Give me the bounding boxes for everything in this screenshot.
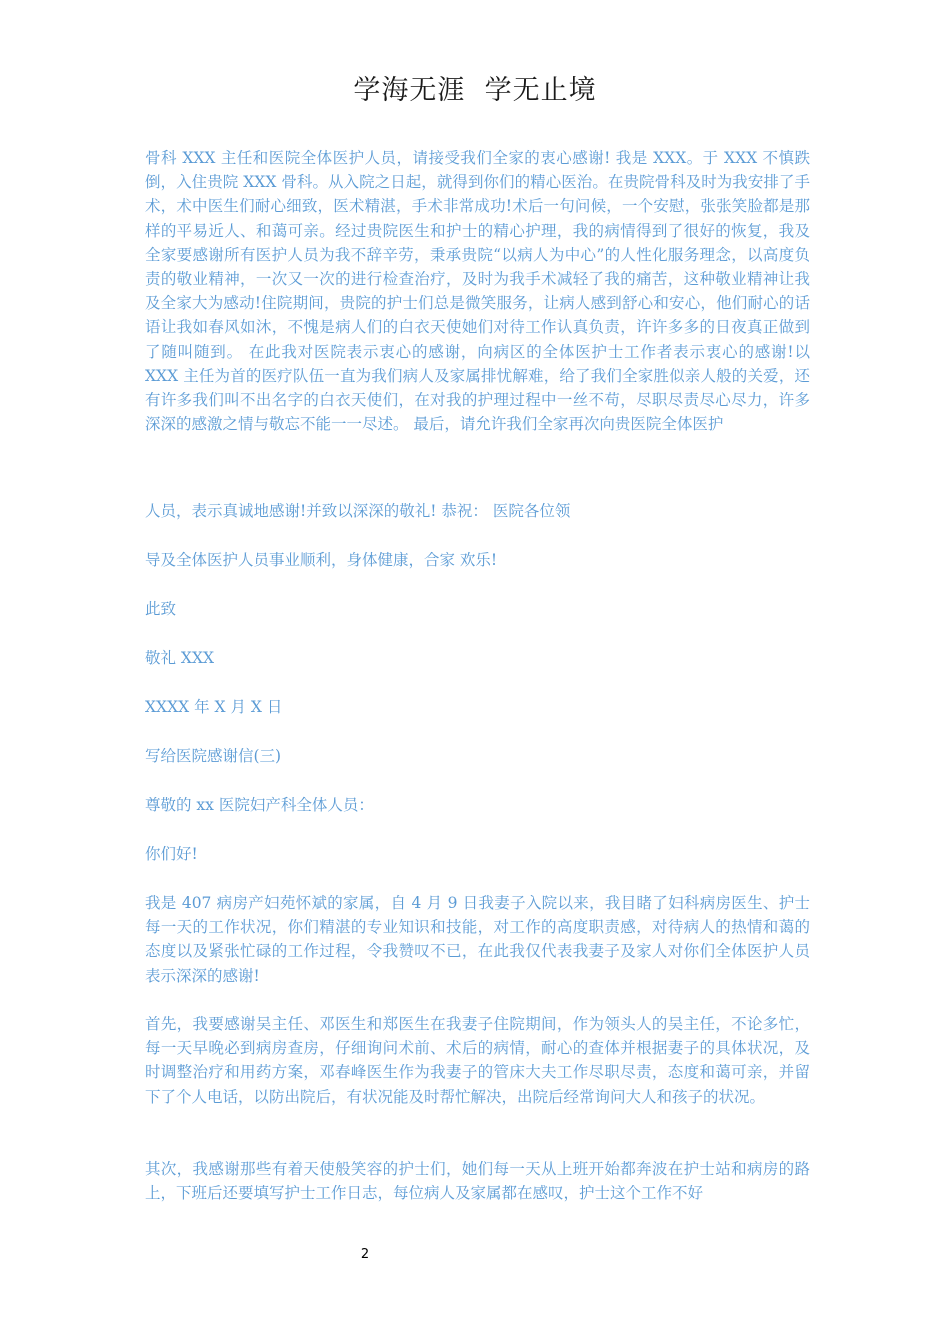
section-title: 写给医院感谢信(三) xyxy=(145,747,282,765)
letter-three-paragraph-2: 首先，我要感谢吴主任、邓医生和郑医生在我妻子住院期间，作为领头人的吴主任，不论多忙，每一天早晚必到病房查房，仔细询问术前、术后的病情，耐心的查体并根据妻子的具体状况，及时调整治疗和用药方案，邓春峰医生作为我妻子的管床大夫工作尽职尽责，态度和蔼可亲，并留下了个人电话，以防出院后，有状况能及时帮忙解决，出院后经常询问大人和孩子的状况。 xyxy=(145,1015,810,1106)
letter-three-paragraph-1: 我是 407 病房产妇苑怀斌的家属，自 4 月 9 日我妻子入院以来，我目睹了妇科病房医生、护士每一天的工作状况，你们精湛的专业知识和技能，对工作的高度职责感，对待病人的热情和蔼的态度以及紧张忙碌的工作过程，令我赞叹不已，在此我仅代表我妻子及家人对你们全体医护人员表示深深的感谢! xyxy=(145,894,810,985)
letter-three-paragraph-3: 其次，我感谢那些有着天使般笑容的护士们，她们每一天从上班开始都奔波在护士站和病房的路上，下班后还要填写护士工作日志，每位病人及家属都在感叹，护士这个工作不好 xyxy=(145,1160,810,1203)
greeting: 你们好! xyxy=(145,845,198,863)
document-body xyxy=(145,146,810,1205)
page-number: 2 xyxy=(360,1247,370,1262)
letter-paragraph-1: 骨科 XXX 主任和医院全体医护人员，请接受我们全家的衷心感谢! 我是 XXX。于 XXX 不慎跌倒，入住贵院 XXX 骨科。从入院之日起，就得到你们的精心医治。在贵院骨科及时为我安排了手术，术中医生们耐心细致，医术精湛，手术非常成功!术后一句问候，一个安慰，张张笑脸都是那样的平易近人、和蔼可亲。经过贵院医生和护士的精心护理，我的病情得到了很好的恢复，我及全家要感谢所有医护人员为我不辞辛劳，秉承贵院“以病人为中心”的人性化服务理念，以高度负责的敬业精神，一次又一次的进行检查治疗，及时为我手术减轻了我的痛苦，这种敬业精神让我及全家大为感动!住院期间，贵院的护士们总是微笑服务，让病人感到舒心和安心，他们耐心的话语让我如春风如沐，不愧是病人们的白衣天使她们对待工作认真负责，许许多多的日夜真正做到了随叫随到。 在此我对医院表示衷心的感谢，向病区的全体医护士工作者表示衷心的感谢!以 XXX 主任为首的医疗队伍一直为我们病人及家属排忧解难，给了我们全家胜似亲人般的关爱，还有许多我们叫不出名字的白衣天使们，在对我的护理过程中一丝不苟，尽职尽责尽心尽力，许多深深的感激之情与敬忘不能一一尽述。 最后，请允许我们全家再次向贵医院全体医护 xyxy=(145,149,810,434)
letter-line-2: 人员，表示真诚地感谢!并致以深深的敬礼! 恭祝： 医院各位领 xyxy=(145,502,571,520)
salutation: 尊敬的 xx 医院妇产科全体人员： xyxy=(145,796,374,814)
letter-line-3: 导及全体医护人员事业顺利，身体健康，合家 欢乐! xyxy=(145,551,498,569)
page-header-title: 学海无涯 学无止境 xyxy=(353,75,597,106)
letter-date: XXXX 年 X 月 X 日 xyxy=(145,698,283,716)
letter-closing-1: 此致 xyxy=(145,600,177,618)
letter-closing-2: 敬礼 XXX xyxy=(145,649,215,667)
